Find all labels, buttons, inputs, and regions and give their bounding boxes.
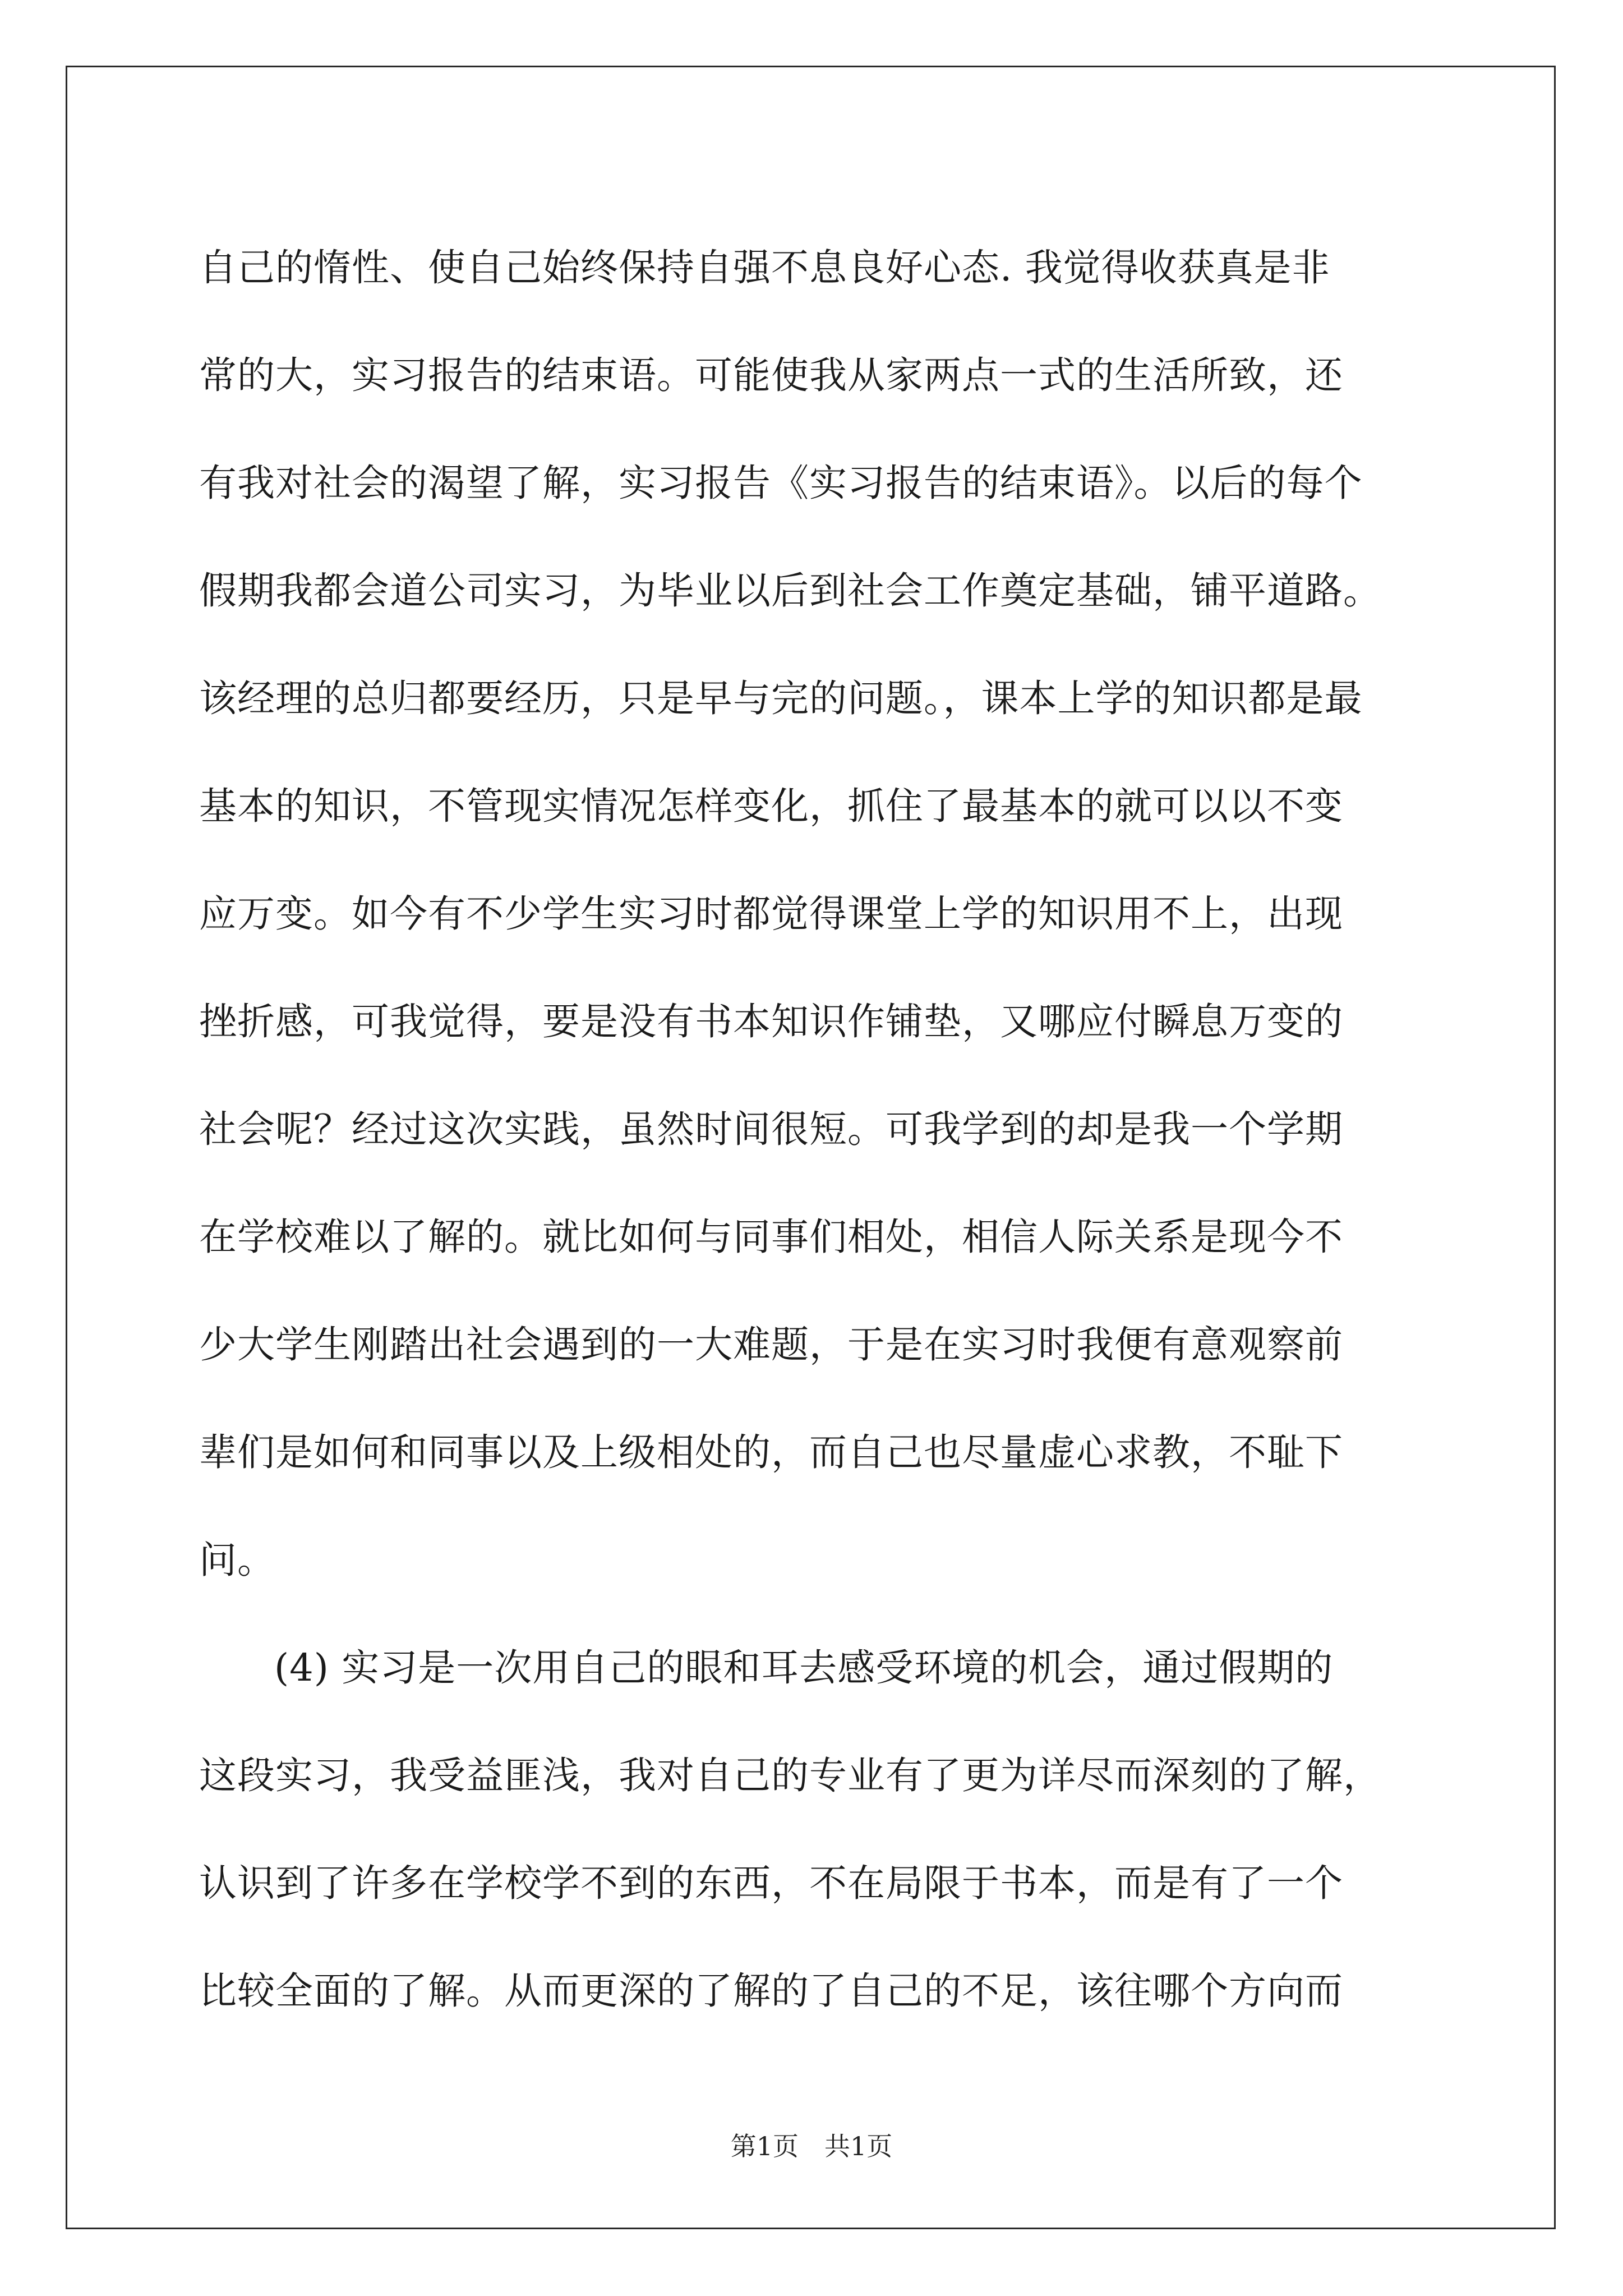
document-body [199,214,1427,2045]
text-line: 该经理的总归都要经历，只是早与完的问题。，课本上学的知识都是最 [199,677,1363,720]
text-line: (4) 实习是一次用自己的眼和耳去感受环境的机会，通过假期的 [274,1646,1334,1690]
text-line: 常的大，实习报告的结束语。可能使我从家两点一式的生活所致，还 [199,353,1343,397]
text-line: 挫折感，可我觉得，要是没有书本知识作铺垫，又哪应付瞬息万变的 [199,1000,1343,1043]
text-line: 自己的惰性、使自己始终保持自强不息良好心态. 我觉得收获真是非 [199,246,1330,289]
text-line: 这段实习，我受益匪浅，我对自己的专业有了更为详尽而深刻的了解， [199,1754,1381,1797]
paragraph-1 [199,214,1427,1614]
text-line: 有我对社会的渴望了解，实习报告《实习报告的结束语》。以后的每个 [199,461,1363,505]
text-line: 在学校难以了解的。就比如何与同事们相处，相信人际关系是现今不 [199,1215,1343,1259]
paragraph-2 [199,1614,1427,2045]
text-line: 少大学生刚踏出社会遇到的一大难题，于是在实习时我便有意观察前 [199,1323,1343,1366]
text-line: 社会呢？经过这次实践，虽然时间很短。可我学到的却是我一个学期 [199,1107,1343,1151]
text-line: 比较全面的了解。从而更深的了解的了自己的不足，该往哪个方向而 [199,1969,1343,2013]
text-line: 应万变。如今有不少学生实习时都觉得课堂上学的知识用不上，出现 [199,892,1343,936]
page-footer: 第1页 共1页 [730,2131,893,2161]
text-line: 问。 [199,1538,275,1582]
text-line: 假期我都会道公司实习，为毕业以后到社会工作奠定基础，铺平道路。 [199,569,1381,613]
text-line: 认识到了许多在学校学不到的东西，不在局限于书本，而是有了一个 [199,1861,1343,1905]
text-line: 辈们是如何和同事以及上级相处的，而自己也尽量虚心求教，不耻下 [199,1430,1343,1474]
text-line: 基本的知识，不管现实情况怎样变化，抓住了最基本的就可以以不变 [199,784,1343,828]
